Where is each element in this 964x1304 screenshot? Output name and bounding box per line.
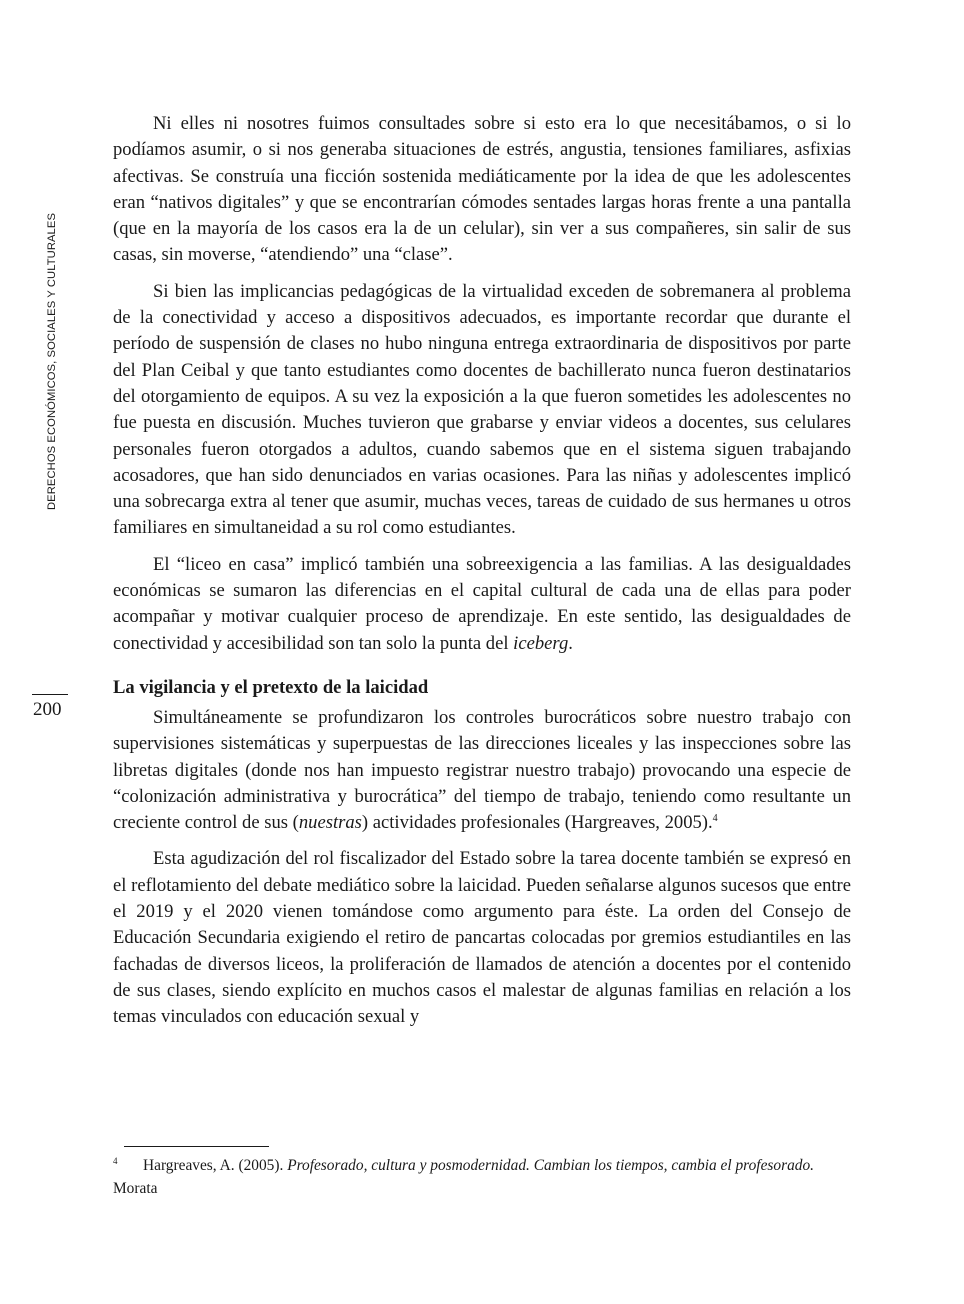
paragraph-3-text: El “liceo en casa” implicó también una sobreexigencia a las familias. A las desigualdades económicas se sumaron las diferencias en el capital cultural de cada una de ellas para poder acompañar y motivar cualquier proceso de aprendizaje. En este sentido, las desigualdades de conectividad y accesibilidad son tan solo la punta del — [113, 553, 851, 654]
page-number-rule — [32, 694, 68, 695]
footnote-text: Hargreaves, A. (2005). — [143, 1157, 288, 1174]
paragraph-3-end: . — [568, 632, 573, 654]
paragraph-4-italic: nuestras — [298, 812, 362, 834]
footnote-publisher: Morata — [113, 1180, 158, 1197]
footnote-reference[interactable]: 4 — [712, 812, 718, 824]
paragraph-3-italic: iceberg — [513, 632, 569, 654]
footnote: 4 Hargreaves, A. (2005). Profesorado, cultura y posmodernidad. Cambian los tiempos, cambia el profesorado. Morata — [113, 1155, 815, 1197]
footnote-rule — [124, 1146, 269, 1147]
paragraph-4-end: ) actividades profesionales (Hargreaves, 2005). — [361, 812, 713, 834]
section-heading: La vigilancia y el pretexto de la laicidad — [113, 676, 429, 698]
paragraph-4 — [113, 705, 851, 836]
paragraph-2: Si bien las implicancias pedagógicas de la virtualidad exceden de sobremanera al problema de la conectividad y acceso a dispositivos adecuados, es importante recordar que durante el período de suspensión de clases no hubo ninguna entrega extraordinaria de dispositivos por parte del Plan Ceibal y que tanto estudiantes como docentes de bachillerato nunca fueron destinatarios del otorgamiento de equipos. A su vez la exposición a la que fueron sometides les adolescentes no fue puesta en discusión. Muches tuvieron que grabarse y enviar videos a docentes, sus celulares personales fueron otorgados a adultos, cuando sabemos que en el sistema siguen trabajando acosadores, que han sido denunciados en varias ocasiones. Para las niñas y adolescentes implicó una sobrecarga extra al tener que asumir, muchas veces, tareas de cuidado de sus hermanes u otros familiares en simultaneidad a su rol como estudiantes. — [113, 280, 851, 539]
paragraph-1: Ni elles ni nosotres fuimos consultades sobre si esto era lo que necesitábamos, o si lo podíamos asumir, o si nos generaba situaciones de estrés, angustia, tensiones familiares, asfixias afectivas. Se construía una ficción sostenida mediáticamente por la idea de que les adolescentes eran “nativos digitales” y que se encontrarían cómodes sentades largas horas frente a una pantalla (que en la mayoría de los casos era la de un celular), sin ver a sus compañeres, sin salir de sus casas, sin moverse, “atendiendo” una “clase”. — [113, 113, 851, 266]
body-text — [113, 111, 851, 1041]
page-number: 200 — [33, 699, 62, 720]
running-header-vertical: DERECHOS ECONÓMICOS, SOCIALES Y CULTURALES — [46, 212, 58, 510]
paragraph-3 — [113, 552, 851, 657]
footnote-title: Profesorado, cultura y posmodernidad. Cambian los tiempos, cambia el profesorado. — [287, 1157, 815, 1174]
paragraph-4-text: Simultáneamente se profundizaron los controles burocráticos sobre nuestro trabajo con supervisiones sistemáticas y superpuestas de las direcciones liceales y las inspecciones sobre las libretas digitales (donde nos han impuesto registrar nuestro trabajo) provocando una especie de “colonización administrativa y burocrática” del tiempo de trabajo, teniendo como resultante un creciente control de sus ( — [113, 706, 851, 834]
paragraph-5: Esta agudización del rol fiscalizador del Estado sobre la tarea docente también se expresó en el reflotamiento del debate mediático sobre la laicidad. Pueden señalarse algunos sucesos que entre el 2019 y el 2020 vienen tomándose como argumento para éste. La orden del Consejo de Educación Secundaria exigiendo el retiro de pancartas colocadas por gremios estudiantiles en las fachadas de diversos liceos, la proliferación de llamados de atención a docentes por el contenido de sus clases, siendo explícito en muchos casos el malestar de algunas familias en relación a los temas vinculados con educación sexual y — [113, 848, 851, 1028]
